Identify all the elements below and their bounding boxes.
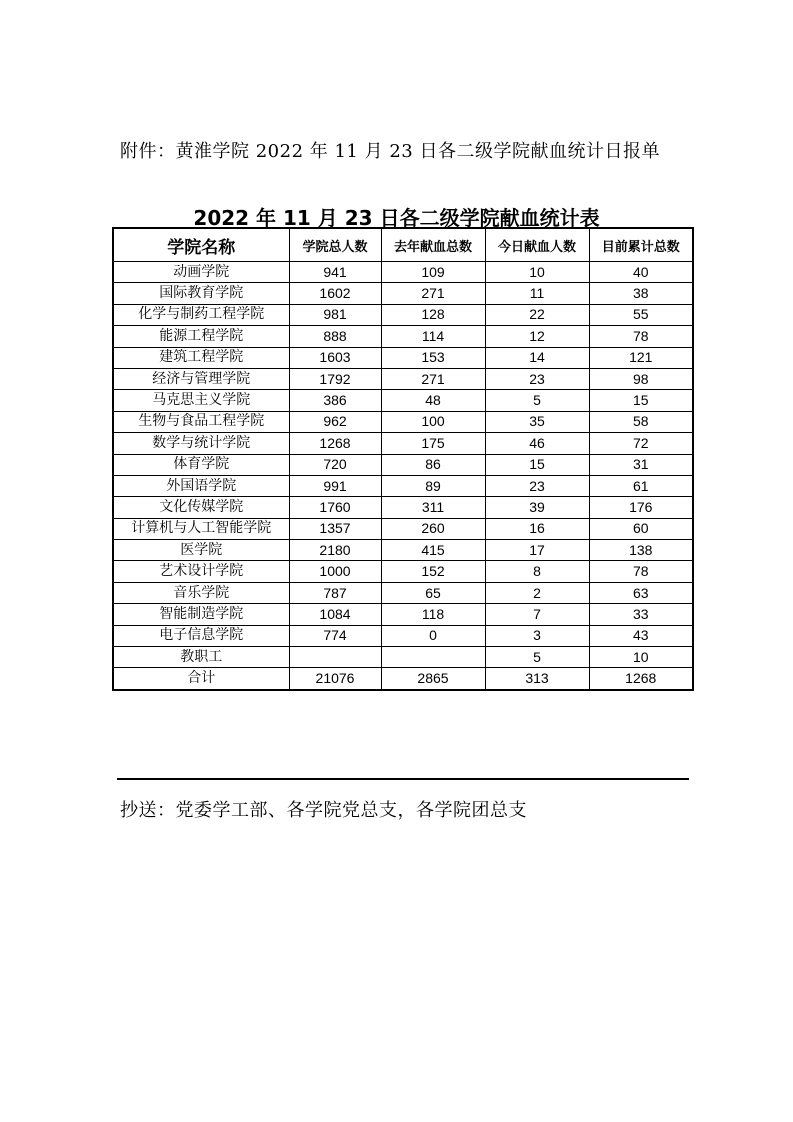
cell-college-name: 动画学院 — [113, 262, 289, 283]
cell-cumulative-total: 72 — [589, 433, 693, 454]
cell-last-year-donations: 271 — [381, 283, 485, 304]
cell-total-students: 1792 — [289, 368, 381, 389]
cell-today-donors: 15 — [485, 454, 589, 475]
cell-today-donors: 5 — [485, 390, 589, 411]
column-header-today-donors: 今日献血人数 — [485, 228, 589, 262]
cell-total-students: 1268 — [289, 433, 381, 454]
cell-last-year-donations: 311 — [381, 497, 485, 518]
table-row — [113, 283, 693, 304]
table-row — [113, 561, 693, 582]
cell-today-donors: 313 — [485, 668, 589, 690]
cell-total-students: 2180 — [289, 540, 381, 561]
cell-today-donors: 23 — [485, 475, 589, 496]
cell-last-year-donations: 271 — [381, 368, 485, 389]
table-row — [113, 262, 693, 283]
cell-cumulative-total: 138 — [589, 540, 693, 561]
cell-college-name: 教职工 — [113, 647, 289, 668]
cell-last-year-donations: 2865 — [381, 668, 485, 690]
cell-cumulative-total: 60 — [589, 518, 693, 539]
cell-college-name: 外国语学院 — [113, 475, 289, 496]
cell-cumulative-total: 40 — [589, 262, 693, 283]
cell-today-donors: 46 — [485, 433, 589, 454]
cell-college-name: 马克思主义学院 — [113, 390, 289, 411]
cell-cumulative-total: 33 — [589, 604, 693, 625]
cell-last-year-donations: 114 — [381, 326, 485, 347]
cc-line: 抄送：党委学工部、各学院党总支，各学院团总支 — [120, 800, 527, 821]
cell-total-students: 1602 — [289, 283, 381, 304]
cell-cumulative-total: 61 — [589, 475, 693, 496]
cell-cumulative-total: 43 — [589, 625, 693, 646]
cell-cumulative-total: 78 — [589, 326, 693, 347]
cell-last-year-donations: 109 — [381, 262, 485, 283]
cell-college-name: 国际教育学院 — [113, 283, 289, 304]
cell-total-students: 981 — [289, 304, 381, 325]
cell-last-year-donations — [381, 647, 485, 668]
cell-last-year-donations: 65 — [381, 582, 485, 603]
cell-cumulative-total: 78 — [589, 561, 693, 582]
cell-last-year-donations: 86 — [381, 454, 485, 475]
table-row — [113, 647, 693, 668]
cell-today-donors: 12 — [485, 326, 589, 347]
cell-total-students: 888 — [289, 326, 381, 347]
divider-line — [117, 778, 689, 780]
table-header-row — [113, 228, 693, 262]
cell-today-donors: 2 — [485, 582, 589, 603]
column-header-college-name: 学院名称 — [113, 228, 289, 262]
cell-today-donors: 14 — [485, 347, 589, 368]
cell-total-students: 1603 — [289, 347, 381, 368]
cell-total-students: 1357 — [289, 518, 381, 539]
cell-total-students — [289, 647, 381, 668]
table-row — [113, 304, 693, 325]
table-row — [113, 454, 693, 475]
cell-total-students: 962 — [289, 411, 381, 432]
cell-total-students: 386 — [289, 390, 381, 411]
cell-last-year-donations: 152 — [381, 561, 485, 582]
cell-cumulative-total: 98 — [589, 368, 693, 389]
column-header-total-students: 学院总人数 — [289, 228, 381, 262]
cell-total-students: 941 — [289, 262, 381, 283]
cell-total-students: 1760 — [289, 497, 381, 518]
cell-today-donors: 5 — [485, 647, 589, 668]
table-row — [113, 518, 693, 539]
cell-last-year-donations: 100 — [381, 411, 485, 432]
cell-college-name: 能源工程学院 — [113, 326, 289, 347]
cell-college-name: 生物与食品工程学院 — [113, 411, 289, 432]
cell-cumulative-total: 38 — [589, 283, 693, 304]
cell-today-donors: 10 — [485, 262, 589, 283]
table-row — [113, 625, 693, 646]
cell-college-name: 计算机与人工智能学院 — [113, 518, 289, 539]
table-title: 2022 年 11 月 23 日各二级学院献血统计表 — [193, 206, 600, 230]
table-row — [113, 326, 693, 347]
cell-college-name: 医学院 — [113, 540, 289, 561]
table-row — [113, 411, 693, 432]
cell-last-year-donations: 175 — [381, 433, 485, 454]
cell-last-year-donations: 415 — [381, 540, 485, 561]
cell-cumulative-total: 63 — [589, 582, 693, 603]
cell-today-donors: 8 — [485, 561, 589, 582]
cell-today-donors: 11 — [485, 283, 589, 304]
cell-today-donors: 23 — [485, 368, 589, 389]
cell-college-name: 电子信息学院 — [113, 625, 289, 646]
table-row — [113, 668, 693, 690]
table-row — [113, 497, 693, 518]
cell-total-students: 720 — [289, 454, 381, 475]
cell-cumulative-total: 31 — [589, 454, 693, 475]
table-body — [113, 262, 693, 690]
cell-total-students: 1084 — [289, 604, 381, 625]
table-row — [113, 582, 693, 603]
table-row — [113, 475, 693, 496]
table-row — [113, 390, 693, 411]
cell-last-year-donations: 89 — [381, 475, 485, 496]
cell-total-students: 774 — [289, 625, 381, 646]
column-header-cumulative-total: 目前累计总数 — [589, 228, 693, 262]
cell-college-name: 艺术设计学院 — [113, 561, 289, 582]
cell-today-donors: 17 — [485, 540, 589, 561]
cell-cumulative-total: 58 — [589, 411, 693, 432]
cell-total-students: 1000 — [289, 561, 381, 582]
cell-total-students: 21076 — [289, 668, 381, 690]
cell-college-name: 数学与统计学院 — [113, 433, 289, 454]
cell-college-name: 音乐学院 — [113, 582, 289, 603]
table-row — [113, 433, 693, 454]
cell-last-year-donations: 0 — [381, 625, 485, 646]
cell-cumulative-total: 15 — [589, 390, 693, 411]
cell-last-year-donations: 153 — [381, 347, 485, 368]
table-row — [113, 604, 693, 625]
blood-donation-table — [112, 227, 694, 691]
table-row — [113, 347, 693, 368]
cell-last-year-donations: 128 — [381, 304, 485, 325]
table-row — [113, 540, 693, 561]
cell-total-students: 991 — [289, 475, 381, 496]
cell-today-donors: 7 — [485, 604, 589, 625]
cell-cumulative-total: 176 — [589, 497, 693, 518]
cell-today-donors: 35 — [485, 411, 589, 432]
cell-last-year-donations: 48 — [381, 390, 485, 411]
cell-college-name: 经济与管理学院 — [113, 368, 289, 389]
cell-college-name: 文化传媒学院 — [113, 497, 289, 518]
cell-cumulative-total: 10 — [589, 647, 693, 668]
cell-last-year-donations: 118 — [381, 604, 485, 625]
cell-total-students: 787 — [289, 582, 381, 603]
cell-college-name: 化学与制药工程学院 — [113, 304, 289, 325]
cell-college-name: 合计 — [113, 668, 289, 690]
cell-cumulative-total: 121 — [589, 347, 693, 368]
cell-cumulative-total: 55 — [589, 304, 693, 325]
cell-cumulative-total: 1268 — [589, 668, 693, 690]
cell-today-donors: 39 — [485, 497, 589, 518]
table-row — [113, 368, 693, 389]
cell-today-donors: 16 — [485, 518, 589, 539]
attachment-line: 附件：黄淮学院 2022 年 11 月 23 日各二级学院献血统计日报单 — [120, 141, 660, 162]
cell-college-name: 建筑工程学院 — [113, 347, 289, 368]
cell-last-year-donations: 260 — [381, 518, 485, 539]
cell-college-name: 智能制造学院 — [113, 604, 289, 625]
cell-college-name: 体育学院 — [113, 454, 289, 475]
column-header-last-year-donations: 去年献血总数 — [381, 228, 485, 262]
cell-today-donors: 22 — [485, 304, 589, 325]
cell-today-donors: 3 — [485, 625, 589, 646]
